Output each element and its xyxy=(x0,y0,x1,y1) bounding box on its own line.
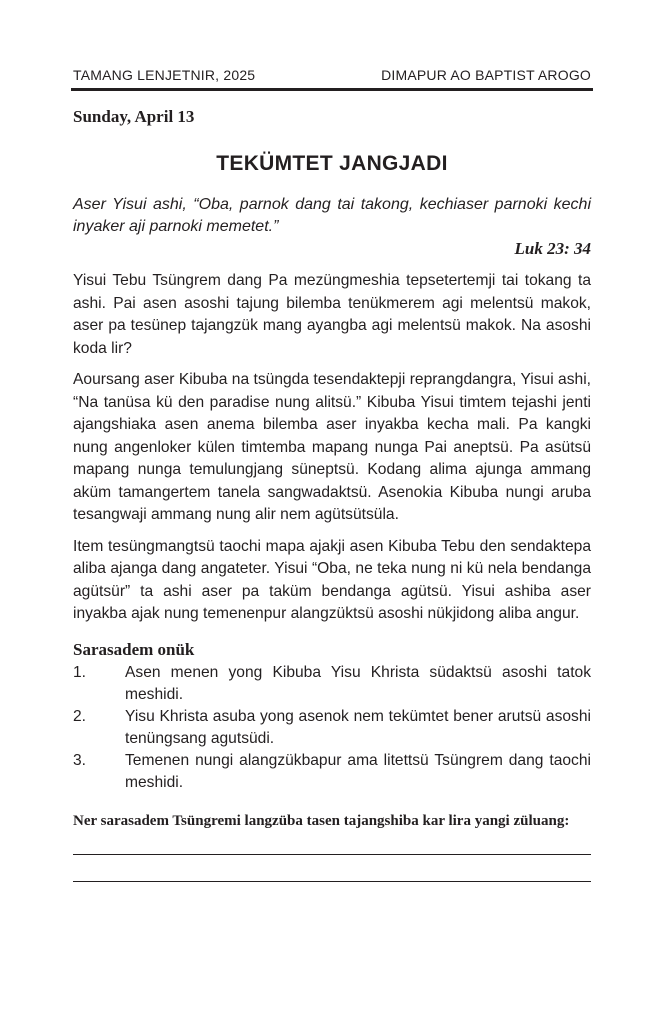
list-item-text: Yisu Khrista asuba yong asenok nem tekümtet bener arutsü asoshi tenüngsang agutsüdi. xyxy=(125,707,591,747)
list-item xyxy=(73,706,591,750)
page-title: TEKÜMTET JANGJADI xyxy=(216,152,448,175)
header-rule xyxy=(71,88,593,91)
list-item-text: Asen menen yong Kibuba Yisu Khrista südaktsü asoshi tatok meshidi. xyxy=(125,663,591,703)
verse-reference: Luk 23: 34 xyxy=(514,239,591,258)
page-content xyxy=(73,103,591,882)
body-paragraph-3: Item tesüngmangtsü taochi mapa ajakji asen Kibuba Tebu den sendaktepa aliba ajanga dang angateter. Yisui “Oba, ne teka nung ni kü nela bendanga agütsür” ta ashi aser pa taküm bendanga agütsü. Yisui ashiba aser inyakba ajak nung temenenpur alangzüktsü asoshi nükjidong aliba angur. xyxy=(73,537,591,622)
body-paragraph-1: Yisui Tebu Tsüngrem dang Pa mezüngmeshia tepsetertemji tai tokang ta ashi. Pai asen asoshi tajung bilemba tenükmerem agi melentsü makok, aser pa tesünep tajangzük mang ayangba agi melentsü makok. Na asoshi koda lir? xyxy=(73,272,591,357)
list-item xyxy=(73,750,591,794)
discussion-heading: Sarasadem onük xyxy=(73,639,195,659)
header-right-text: DIMAPUR AO BAPTIST AROGO xyxy=(381,67,591,83)
date-heading: Sunday, April 13 xyxy=(73,107,195,126)
header-left-text: TAMANG LENJETNIR, 2025 xyxy=(73,67,256,83)
writing-prompt: Ner sarasadem Tsüngremi langzüba tasen tajangshiba kar lira yangi züluang: xyxy=(73,812,570,829)
running-header xyxy=(73,67,591,83)
list-item-number: 3. xyxy=(73,751,87,769)
body-paragraph-2: Aoursang aser Kibuba na tsüngda tesendaktepji reprangdangra, Yisui ashi, “Na tanüsa kü den paradise nung alitsü.” Kibuba Yisui timtem tejashi jenti ajangshiaka asen anema bilemba aser inyakba kecha mali. Pa kangki nung angenloker külen timtemba mapang nunga Pai aneptsü. Pa asütsü mapang nunga temulungjang süneptsü. Kodang alima ajunga ammang aküm tamangertem tanela sangwadaktsü. Asenokia Kibuba nungi aruba tesangwaji ammang nung alir nem agütsütsüla. xyxy=(73,371,591,523)
list-item-number: 1. xyxy=(73,663,87,681)
list-item xyxy=(73,662,591,706)
writing-line-2[interactable] xyxy=(73,881,591,882)
bible-verse: Aser Yisui ashi, “Oba, parnok dang tai takong, kechiaser parnoki kechi inyaker aji parnoki memetet.” xyxy=(73,196,591,235)
discussion-list xyxy=(73,662,591,794)
writing-line-1[interactable] xyxy=(73,854,591,855)
list-item-text: Temenen nungi alangzükbapur ama litettsü Tsüngrem dang taochi meshidi. xyxy=(125,751,591,791)
list-item-number: 2. xyxy=(73,707,87,725)
